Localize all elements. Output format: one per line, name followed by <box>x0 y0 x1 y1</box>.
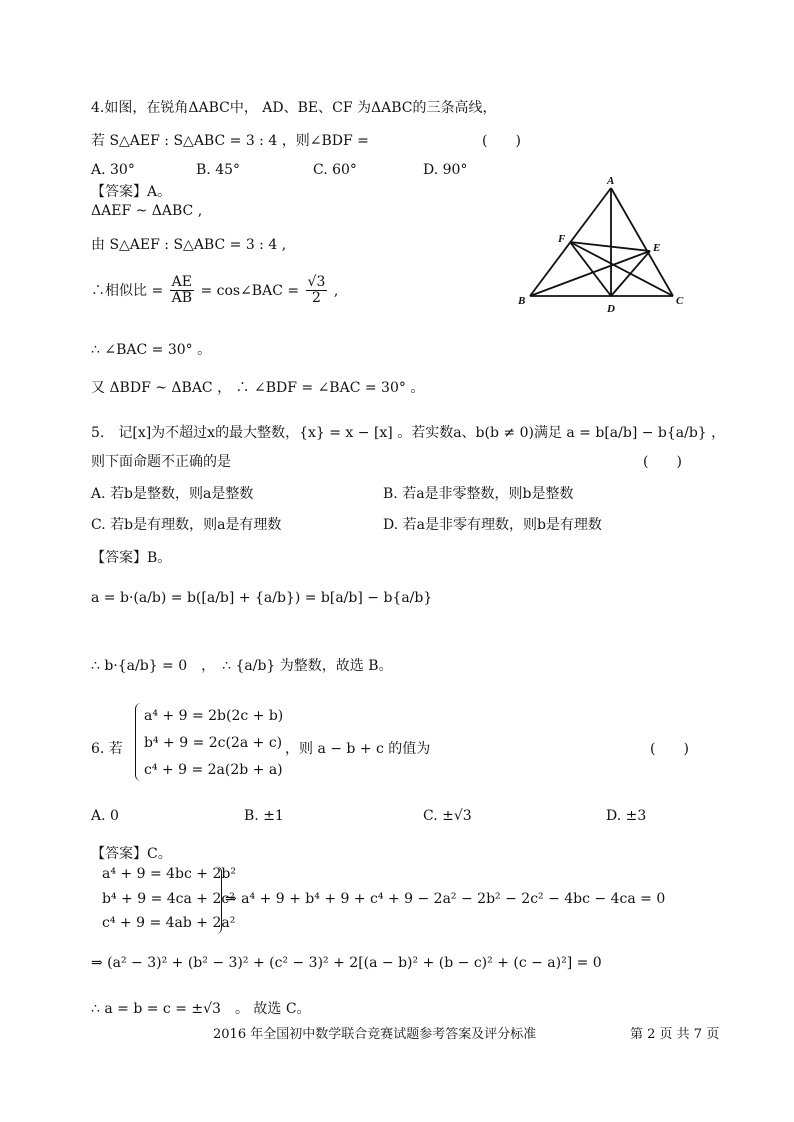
q4-step3-prefix: ∴相似比 = <box>91 282 164 299</box>
q4-option-c: C. 60° <box>313 162 357 178</box>
q6-label: 6. 若 <box>91 741 123 757</box>
q4-answer: 【答案】A。 <box>91 184 172 200</box>
q6-sys-3: c⁴ + 9 = 2a(2b + a) <box>144 762 283 778</box>
q4-step3-frac1-num: AE <box>171 274 192 290</box>
q4-option-d: D. 90° <box>423 162 468 178</box>
label-c: C <box>676 295 684 307</box>
q5-answer: 【答案】B。 <box>91 550 172 566</box>
q4-step3-frac1 <box>170 275 194 307</box>
label-b: B <box>518 295 526 307</box>
segment-fe <box>570 242 650 251</box>
q5-option-a: A. 若b是整数，则a是整数 <box>91 486 254 502</box>
q5-option-c: C. 若b是有理数，则a是有理数 <box>91 517 282 533</box>
q4-line1: 4.如图，在锐角ΔABC中， AD、BE、CF 为ΔABC的三条高线， <box>91 100 497 116</box>
q6-sys-2: b⁴ + 9 = 2c(2a + c) <box>144 735 283 751</box>
q5-line2: 则下面命题不正确的是 <box>91 454 231 470</box>
q6-sys-1: a⁴ + 9 = 2b(2c + b) <box>144 708 284 724</box>
q6-conclusion: ∴ a = b = c = ±√3 。 故选 C。 <box>91 1001 311 1017</box>
q6-option-d: D. ±3 <box>606 808 647 824</box>
q4-option-a: A. 30° <box>91 162 135 178</box>
q4-step3-frac1-den: AB <box>171 290 193 307</box>
q6-tail: ，则 a − b + c 的值为 <box>285 741 431 757</box>
q6-option-a: A. 0 <box>91 808 119 824</box>
q4-step3-end: , <box>333 282 339 299</box>
q5-line1: 5. 记[x]为不超过x的最大整数，{x} = x − [x] 。若实数a、b(b ≠ 0)满足 a = b[a/b] − b{a/b} ， <box>91 425 726 441</box>
q6-brace <box>135 703 142 781</box>
label-a: A <box>607 175 615 187</box>
label-e: E <box>653 242 661 254</box>
q4-step4: ∴ ∠BAC = 30° 。 <box>91 342 212 358</box>
q4-step1: ΔAEF ~ ΔABC , <box>91 203 203 219</box>
q6-paren: ( ) <box>650 741 689 757</box>
triangle-figure <box>510 172 700 320</box>
q6-implication-1: ⇒ a⁴ + 9 + b⁴ + 9 + c⁴ + 9 − 2a² − 2b² − 2c² − 4bc − 4ca = 0 <box>225 891 666 907</box>
q4-line2: 若 S△AEF : S△ABC = 3 : 4 ，则∠BDF = <box>91 133 369 149</box>
q6-option-b: B. ±1 <box>244 808 284 824</box>
q4-step2: 由 S△AEF : S△ABC = 3 : 4 , <box>91 237 287 253</box>
q5-option-d: D. 若a是非零有理数，则b是有理数 <box>383 517 602 533</box>
q5-step1: a = b·(a/b) = b([a/b] + {a/b}) = b[a/b] − b{a/b} <box>91 590 433 606</box>
q5-paren: ( ) <box>643 454 682 470</box>
q6-answer: 【答案】C。 <box>91 846 172 862</box>
footer-page: 第 2 页 共 7 页 <box>630 1027 720 1042</box>
q4-step3-frac2-den: 2 <box>312 290 321 307</box>
q4-paren: ( ) <box>482 133 521 149</box>
q4-step3-frac2-num: √3 <box>307 274 326 290</box>
q6-sys2-2: b⁴ + 9 = 4ca + 2c² <box>102 891 235 907</box>
q4-step3-mid: = cos∠BAC = <box>200 282 300 299</box>
q6-sys2-1: a⁴ + 9 = 4bc + 2b² <box>102 866 236 882</box>
q6-brace-right <box>215 866 222 934</box>
q4-option-b: B. 45° <box>196 162 241 178</box>
q6-implication-2: ⇒ (a² − 3)² + (b² − 3)² + (c² − 3)² + 2[(a − b)² + (b − c)² + (c − a)²] = 0 <box>91 955 602 971</box>
label-d: D <box>607 303 615 315</box>
footer-title: 2016 年全国初中数学联合竞赛试题参考答案及评分标准 <box>213 1027 537 1042</box>
segment-fd <box>570 242 611 296</box>
q4-step3 <box>91 275 338 307</box>
q6-sys2-3: c⁴ + 9 = 4ab + 2a² <box>102 915 236 931</box>
q4-step5: 又 ΔBDF ~ ΔBAC ， ∴ ∠BDF = ∠BAC = 30° 。 <box>91 380 425 396</box>
q5-option-b: B. 若a是非零整数，则b是整数 <box>383 486 574 502</box>
q6-option-c: C. ±√3 <box>423 808 472 824</box>
label-f: F <box>558 233 566 245</box>
q4-step3-frac2 <box>306 275 328 307</box>
q5-step2: ∴ b·{a/b} = 0 ， ∴ {a/b} 为整数，故选 B。 <box>91 658 393 674</box>
